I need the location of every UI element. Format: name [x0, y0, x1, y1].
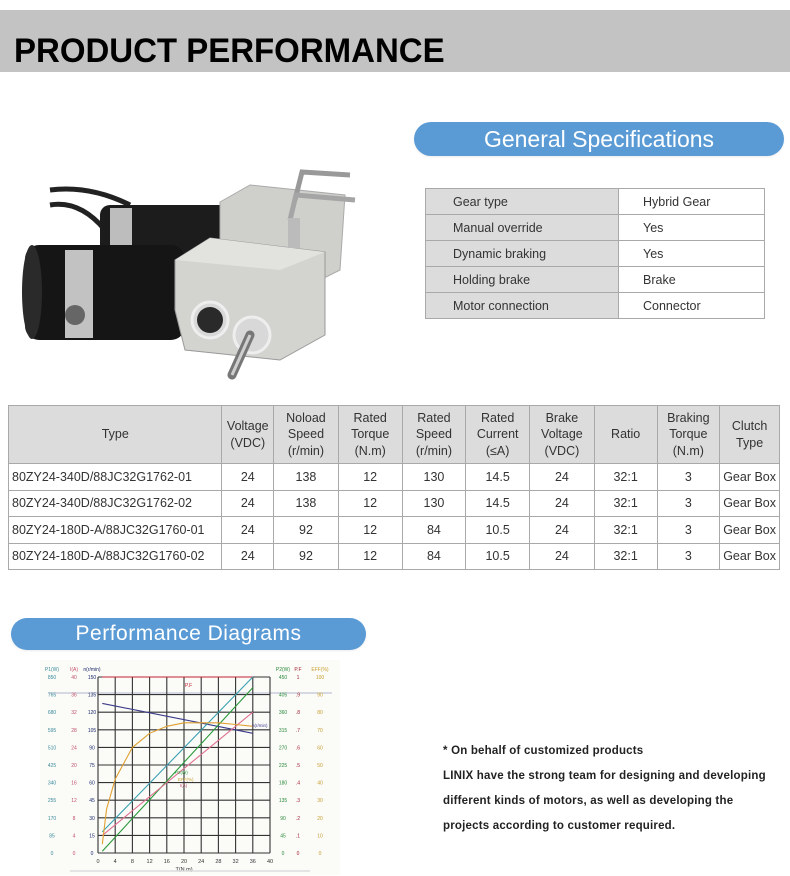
svg-text:n(r/min): n(r/min)	[83, 667, 101, 673]
general-specifications-table	[425, 188, 765, 319]
svg-text:765: 765	[47, 692, 57, 699]
column-header-line: Noload	[286, 410, 326, 425]
svg-text:170: 170	[47, 815, 57, 822]
column-header-line: (N.m)	[354, 443, 386, 458]
column-header-line: Clutch	[731, 419, 768, 433]
model-type-cell: 80ZY24-180D-A/88JC32G1760-02	[9, 543, 222, 570]
svg-text:85: 85	[49, 833, 55, 840]
table-cell: 14.5	[466, 490, 530, 517]
table-cell: 84	[402, 517, 466, 544]
column-header-line: Current	[476, 427, 519, 442]
svg-text:90: 90	[317, 692, 323, 699]
table-header-row	[9, 406, 780, 464]
svg-text:24: 24	[198, 859, 205, 865]
svg-text:.3: .3	[295, 798, 301, 805]
column-header-line: Voltage	[541, 427, 583, 442]
model-type-cell: 80ZY24-180D-A/88JC32G1760-01	[9, 517, 222, 544]
svg-text:340: 340	[47, 780, 57, 787]
table-cell: 24	[530, 517, 595, 544]
svg-text:100: 100	[315, 675, 325, 681]
svg-text:24: 24	[71, 745, 77, 752]
table-cell: 24	[222, 543, 274, 570]
svg-text:0: 0	[50, 851, 54, 857]
svg-text:20: 20	[71, 763, 77, 769]
svg-text:180: 180	[278, 780, 288, 787]
table-cell: 92	[274, 517, 339, 544]
table-cell: 14.5	[466, 464, 530, 491]
column-header-line: Rated	[417, 410, 451, 425]
svg-text:.1: .1	[295, 833, 301, 840]
column-header-line: (VDC)	[544, 443, 580, 458]
spec-key: Manual override	[426, 215, 619, 241]
svg-text:.6: .6	[295, 745, 301, 752]
svg-text:30: 30	[317, 798, 323, 805]
svg-text:405: 405	[278, 692, 288, 699]
spec-key: Gear type	[426, 189, 619, 215]
svg-text:16: 16	[71, 780, 77, 787]
svg-text:60: 60	[89, 780, 95, 787]
spec-value: Hybrid Gear	[619, 189, 765, 215]
column-header-line: (r/min)	[415, 443, 452, 458]
table-row	[9, 543, 780, 570]
svg-text:40: 40	[266, 859, 274, 865]
svg-text:40: 40	[317, 780, 323, 787]
svg-text:32: 32	[232, 859, 239, 865]
note-line: LINIX have the strong team for designing and developing	[443, 770, 766, 782]
column-header-line: Speed	[287, 427, 325, 442]
note-line: projects according to customer required.	[443, 820, 676, 832]
table-cell: 32:1	[594, 464, 657, 491]
table-cell: 12	[338, 490, 402, 517]
table-cell: Gear Box	[720, 543, 780, 570]
table-cell: 12	[338, 464, 402, 491]
table-cell: 12	[338, 517, 402, 544]
svg-text:.4: .4	[295, 780, 301, 787]
svg-text:120: 120	[87, 710, 97, 717]
model-type-cell: 80ZY24-340D/88JC32G1762-02	[9, 490, 222, 517]
column-header	[402, 406, 466, 464]
performance-diagrams-heading: Performance Diagrams	[11, 618, 366, 650]
table-cell: 138	[274, 464, 339, 491]
svg-text:12: 12	[146, 859, 153, 865]
svg-text:315: 315	[278, 727, 288, 734]
general-specifications-heading: General Specifications	[414, 122, 784, 156]
table-cell: Gear Box	[720, 490, 780, 517]
svg-text:.5: .5	[295, 763, 301, 769]
svg-text:.9: .9	[295, 692, 301, 699]
customization-note	[443, 744, 783, 844]
svg-text:850: 850	[47, 675, 57, 681]
svg-text:P.F: P.F	[294, 667, 302, 673]
svg-text:4: 4	[113, 859, 117, 865]
column-header-line: Torque	[351, 427, 390, 442]
svg-text:10: 10	[317, 833, 323, 840]
table-cell: 3	[657, 464, 720, 491]
table-cell: 24	[530, 464, 595, 491]
svg-text:P2(W): P2(W)	[175, 770, 188, 775]
spec-value: Yes	[619, 241, 765, 267]
spec-key: Holding brake	[426, 267, 619, 293]
column-header	[594, 406, 657, 464]
svg-text:28: 28	[215, 859, 222, 865]
svg-text:P.F: P.F	[185, 683, 193, 689]
svg-text:90: 90	[89, 745, 95, 752]
table-row	[9, 464, 780, 491]
svg-text:36: 36	[71, 692, 77, 699]
svg-text:225: 225	[278, 763, 288, 769]
svg-text:P1(W): P1(W)	[44, 667, 60, 673]
table-cell: Gear Box	[720, 517, 780, 544]
table-cell: 3	[657, 517, 720, 544]
svg-text:28: 28	[71, 727, 77, 734]
spec-value: Yes	[619, 215, 765, 241]
performance-chart-svg	[40, 660, 340, 875]
column-header	[222, 406, 274, 464]
table-cell: 92	[274, 543, 339, 570]
svg-text:270: 270	[278, 745, 288, 752]
table-cell: 32:1	[594, 543, 657, 570]
svg-text:20: 20	[317, 815, 323, 822]
svg-text:32: 32	[71, 710, 77, 717]
svg-text:T(N.m): T(N.m)	[175, 867, 193, 873]
table-cell: 130	[402, 464, 466, 491]
column-header	[530, 406, 595, 464]
table-cell: 12	[338, 543, 402, 570]
svg-text:510: 510	[47, 745, 57, 752]
column-header-line: Type	[101, 427, 129, 442]
svg-text:105: 105	[87, 727, 97, 734]
spec-row	[426, 189, 765, 215]
spec-key: Dynamic braking	[426, 241, 619, 267]
table-cell: 3	[657, 543, 720, 570]
svg-text:I(A): I(A)	[180, 783, 188, 788]
svg-text:450: 450	[278, 675, 288, 681]
svg-text:75: 75	[89, 763, 95, 769]
svg-text:150: 150	[87, 675, 97, 681]
spec-row	[426, 215, 765, 241]
table-cell: 3	[657, 490, 720, 517]
column-header	[657, 406, 720, 464]
column-header-line: Torque	[669, 427, 708, 442]
note-line: * On behalf of customized products	[443, 745, 644, 757]
table-cell: 32:1	[594, 490, 657, 517]
column-header-line: Ratio	[611, 427, 641, 442]
svg-text:0: 0	[296, 851, 300, 857]
spec-row	[426, 293, 765, 319]
column-header-line: Rated	[353, 410, 387, 425]
svg-text:P2(W): P2(W)	[275, 667, 291, 673]
column-header	[274, 406, 339, 464]
svg-text:.7: .7	[295, 727, 301, 734]
table-cell: 24	[530, 490, 595, 517]
svg-text:135: 135	[87, 692, 97, 699]
svg-text:360: 360	[278, 710, 288, 717]
table-cell: 138	[274, 490, 339, 517]
svg-text:.2: .2	[295, 815, 301, 822]
svg-text:425: 425	[47, 763, 57, 769]
column-header-line: (r/min)	[287, 443, 324, 458]
column-header	[466, 406, 530, 464]
table-cell: 130	[402, 490, 466, 517]
spec-value: Connector	[619, 293, 765, 319]
svg-text:n(r/min): n(r/min)	[252, 723, 268, 728]
svg-text:8: 8	[130, 859, 134, 865]
spec-key: Motor connection	[426, 293, 619, 319]
product-image	[10, 160, 370, 385]
svg-text:8: 8	[72, 815, 76, 822]
svg-text:1: 1	[296, 675, 300, 681]
svg-text:70: 70	[317, 727, 323, 734]
column-header	[720, 406, 780, 464]
svg-text:I(A): I(A)	[69, 667, 79, 673]
svg-text:4: 4	[72, 833, 76, 840]
table-cell: 24	[222, 517, 274, 544]
svg-text:EFF(%): EFF(%)	[311, 667, 329, 673]
table-cell: Gear Box	[720, 464, 780, 491]
svg-text:680: 680	[47, 710, 57, 717]
header-bar	[0, 10, 790, 72]
page-title: PRODUCT PERFORMANCE	[14, 32, 445, 70]
column-header-line: Voltage	[226, 419, 269, 433]
table-cell: 24	[222, 464, 274, 491]
column-header-line: Rated	[480, 410, 515, 425]
svg-text:0: 0	[90, 851, 94, 857]
spec-value: Brake	[619, 267, 765, 293]
gear-motor-image	[10, 160, 370, 385]
svg-text:45: 45	[280, 833, 286, 840]
table-cell: 84	[402, 543, 466, 570]
table-cell: 10.5	[466, 517, 530, 544]
column-header	[338, 406, 402, 464]
svg-text:15: 15	[89, 833, 95, 840]
model-type-cell: 80ZY24-340D/88JC32G1762-01	[9, 464, 222, 491]
column-header	[9, 406, 222, 464]
column-header-line: (VDC)	[230, 435, 266, 450]
table-cell: 24	[530, 543, 595, 570]
svg-text:50: 50	[317, 763, 323, 769]
svg-text:45: 45	[89, 798, 95, 805]
svg-text:0: 0	[72, 851, 76, 857]
column-header-line: Brake	[545, 410, 579, 425]
model-specifications-table	[8, 405, 780, 570]
svg-text:20: 20	[180, 859, 188, 865]
svg-text:.8: .8	[295, 710, 301, 717]
column-header-line: Braking	[667, 410, 710, 425]
svg-text:90: 90	[280, 815, 286, 822]
svg-text:0: 0	[318, 851, 322, 857]
table-cell: 32:1	[594, 517, 657, 544]
column-header-line: (N.m)	[672, 443, 704, 458]
svg-text:0: 0	[96, 859, 100, 865]
svg-text:135: 135	[278, 798, 288, 805]
table-row	[9, 490, 780, 517]
svg-text:16: 16	[163, 859, 170, 865]
svg-text:0: 0	[281, 851, 285, 857]
note-line: different kinds of motors, as well as developing the	[443, 795, 734, 807]
svg-text:595: 595	[47, 727, 57, 734]
column-header-line: Speed	[415, 427, 452, 442]
svg-text:60: 60	[317, 745, 323, 752]
svg-text:12: 12	[71, 798, 77, 805]
column-header-line: Type	[736, 435, 764, 450]
table-row	[9, 517, 780, 544]
performance-chart	[40, 660, 340, 875]
svg-text:EFF(%): EFF(%)	[178, 777, 194, 782]
svg-text:30: 30	[89, 815, 95, 822]
svg-text:40: 40	[71, 675, 77, 681]
column-header-line: (≤A)	[485, 443, 510, 458]
svg-text:255: 255	[47, 798, 57, 805]
svg-text:80: 80	[317, 710, 323, 717]
spec-row	[426, 241, 765, 267]
table-cell: 24	[222, 490, 274, 517]
table-cell: 10.5	[466, 543, 530, 570]
svg-text:36: 36	[249, 859, 256, 865]
spec-row	[426, 267, 765, 293]
